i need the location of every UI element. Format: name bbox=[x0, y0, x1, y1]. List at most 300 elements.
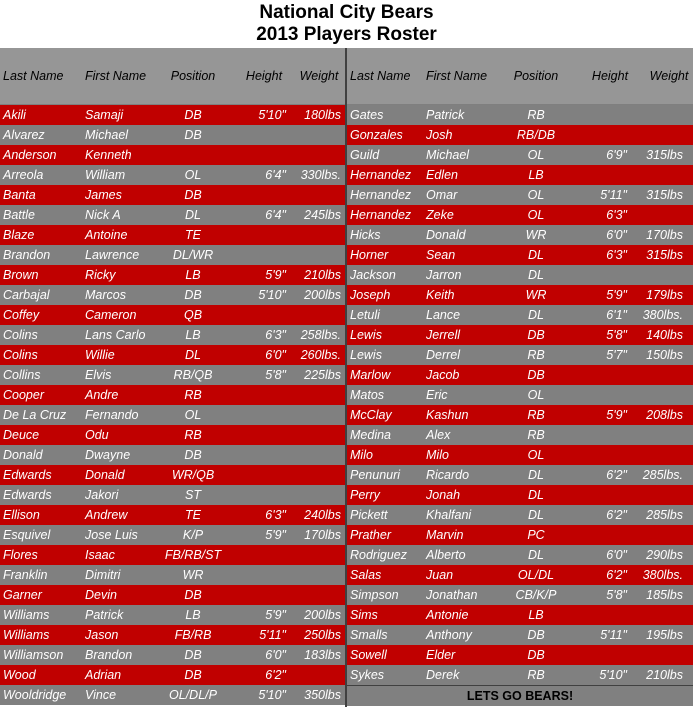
height-cell: 6'0" bbox=[606, 228, 627, 242]
weight-cell: 245lbs bbox=[304, 208, 341, 222]
player-row bbox=[347, 185, 693, 205]
player-row bbox=[347, 205, 693, 225]
first-name-cell: Lans Carlo bbox=[85, 328, 146, 342]
last-name-cell: Collins bbox=[3, 368, 41, 382]
last-name-cell: Salas bbox=[350, 568, 382, 582]
last-name-cell: Hernandez bbox=[350, 208, 412, 222]
position-cell: OL bbox=[527, 148, 545, 162]
last-name-cell: Anderson bbox=[3, 148, 57, 162]
header-position: Position bbox=[513, 69, 559, 83]
height-cell: 5'10" bbox=[258, 688, 286, 702]
first-name-cell: Dwayne bbox=[85, 448, 131, 462]
right-roster-body bbox=[347, 105, 693, 685]
weight-cell: 380lbs. bbox=[642, 568, 683, 582]
position-cell: DB bbox=[527, 628, 545, 642]
first-name-cell: Ricardo bbox=[426, 468, 470, 482]
position-cell: DL bbox=[528, 248, 544, 262]
left-roster-table bbox=[0, 48, 346, 705]
height-cell: 6'3" bbox=[606, 208, 627, 222]
player-row bbox=[347, 345, 693, 365]
player-row bbox=[0, 465, 346, 485]
weight-cell: 210lbs bbox=[646, 668, 683, 682]
player-row bbox=[0, 205, 346, 225]
position-cell: ST bbox=[185, 488, 201, 502]
position-cell: LB bbox=[528, 168, 544, 182]
player-row bbox=[0, 545, 346, 565]
weight-cell: 179lbs bbox=[646, 288, 683, 302]
player-row bbox=[0, 645, 346, 665]
first-name-cell: Kashun bbox=[426, 408, 469, 422]
weight-cell: 315lbs bbox=[646, 148, 683, 162]
position-cell: DB bbox=[184, 288, 202, 302]
last-name-cell: Simpson bbox=[350, 588, 399, 602]
position-cell: DB bbox=[184, 188, 202, 202]
last-name-cell: Matos bbox=[350, 388, 385, 402]
height-cell: 5'11" bbox=[259, 628, 286, 642]
height-cell: 5'10" bbox=[258, 108, 286, 122]
position-cell: DB bbox=[527, 328, 545, 342]
roster-title bbox=[0, 0, 693, 49]
weight-cell: 183lbs bbox=[304, 648, 341, 662]
player-row bbox=[347, 445, 693, 465]
height-cell: 5'8" bbox=[606, 328, 627, 342]
weight-cell: 170lbs bbox=[646, 228, 683, 242]
first-name-cell: Jarron bbox=[426, 268, 462, 282]
last-name-cell: Williams bbox=[3, 628, 50, 642]
height-cell: 6'4" bbox=[265, 168, 286, 182]
last-name-cell: Letuli bbox=[350, 308, 380, 322]
first-name-cell: Khalfani bbox=[426, 508, 472, 522]
position-cell: RB/QB bbox=[173, 368, 213, 382]
height-cell: 6'3" bbox=[606, 248, 627, 262]
last-name-cell: Sims bbox=[350, 608, 378, 622]
first-name-cell: Adrian bbox=[85, 668, 122, 682]
height-cell: 6'2" bbox=[606, 468, 627, 482]
player-row bbox=[0, 425, 346, 445]
player-row bbox=[0, 405, 346, 425]
last-name-cell: Williams bbox=[3, 608, 50, 622]
weight-cell: 150lbs bbox=[646, 348, 683, 362]
position-cell: OL/DL/P bbox=[169, 688, 217, 702]
weight-cell: 350lbs bbox=[304, 688, 341, 702]
player-row bbox=[0, 265, 346, 285]
weight-cell: 200lbs bbox=[304, 608, 341, 622]
first-name-cell: Alex bbox=[426, 428, 451, 442]
position-cell: DL bbox=[528, 548, 544, 562]
position-cell: RB bbox=[527, 408, 545, 422]
first-name-cell: Kenneth bbox=[85, 148, 132, 162]
position-cell: DL bbox=[528, 308, 544, 322]
first-name-cell: Lance bbox=[426, 308, 461, 322]
position-cell: DB bbox=[527, 368, 545, 382]
player-row bbox=[347, 125, 693, 145]
weight-cell: 208lbs bbox=[646, 408, 683, 422]
player-row bbox=[347, 465, 693, 485]
player-row bbox=[347, 425, 693, 445]
player-row bbox=[0, 385, 346, 405]
last-name-cell: Hernandez bbox=[350, 168, 412, 182]
height-cell: 6'9" bbox=[606, 148, 627, 162]
first-name-cell: Vince bbox=[85, 688, 117, 702]
first-name-cell: Sean bbox=[426, 248, 456, 262]
last-name-cell: Cooper bbox=[3, 388, 44, 402]
first-name-cell: Antoine bbox=[85, 228, 128, 242]
position-cell: WR bbox=[182, 568, 204, 582]
first-name-cell: Jose Luis bbox=[85, 528, 138, 542]
first-name-cell: Jerrell bbox=[426, 328, 461, 342]
player-row bbox=[347, 525, 693, 545]
first-name-cell: Edlen bbox=[426, 168, 458, 182]
first-name-cell: Marvin bbox=[426, 528, 464, 542]
player-row bbox=[347, 365, 693, 385]
last-name-cell: Sykes bbox=[350, 668, 385, 682]
position-cell: RB/DB bbox=[516, 128, 556, 142]
last-name-cell: Milo bbox=[350, 448, 373, 462]
last-name-cell: Donald bbox=[3, 448, 43, 462]
position-cell: K/P bbox=[182, 528, 204, 542]
last-name-cell: Gonzales bbox=[350, 128, 403, 142]
height-cell: 5'9" bbox=[265, 608, 286, 622]
first-name-cell: Jacob bbox=[426, 368, 460, 382]
last-name-cell: Esquivel bbox=[3, 528, 51, 542]
height-cell: 6'3" bbox=[265, 508, 286, 522]
weight-cell: 330lbs. bbox=[300, 168, 341, 182]
first-name-cell: Patrick bbox=[85, 608, 124, 622]
last-name-cell: Rodriguez bbox=[350, 548, 407, 562]
player-row bbox=[0, 505, 346, 525]
position-cell: DL bbox=[528, 468, 544, 482]
last-name-cell: Prather bbox=[350, 528, 391, 542]
last-name-cell: Carbajal bbox=[3, 288, 50, 302]
player-row bbox=[0, 325, 346, 345]
position-cell: DB bbox=[184, 668, 202, 682]
height-cell: 5'9" bbox=[606, 288, 627, 302]
last-name-cell: Brown bbox=[3, 268, 39, 282]
position-cell: DB bbox=[184, 448, 202, 462]
last-name-cell: Deuce bbox=[3, 428, 40, 442]
height-cell: 6'1" bbox=[606, 308, 627, 322]
first-name-cell: Milo bbox=[426, 448, 449, 462]
height-cell: 5'8" bbox=[265, 368, 286, 382]
first-name-cell: Derek bbox=[426, 668, 460, 682]
player-row bbox=[0, 605, 346, 625]
first-name-cell: Juan bbox=[426, 568, 454, 582]
position-cell: FB/RB bbox=[174, 628, 212, 642]
last-name-cell: Edwards bbox=[3, 468, 52, 482]
player-row bbox=[347, 605, 693, 625]
first-name-cell: Lawrence bbox=[85, 248, 140, 262]
last-name-cell: Horner bbox=[350, 248, 389, 262]
position-cell: LB bbox=[185, 608, 201, 622]
weight-cell: 200lbs bbox=[304, 288, 341, 302]
player-row bbox=[0, 625, 346, 645]
team-name: National City Bears bbox=[259, 2, 434, 23]
first-name-cell: Derrel bbox=[426, 348, 461, 362]
header-first-name: First Name bbox=[426, 69, 488, 83]
header-weight: Weight bbox=[299, 69, 339, 83]
weight-cell: 185lbs bbox=[646, 588, 683, 602]
position-cell: LB bbox=[185, 268, 201, 282]
weight-cell: 140lbs bbox=[646, 328, 683, 342]
last-name-cell: Lewis bbox=[350, 328, 382, 342]
player-row bbox=[347, 145, 693, 165]
player-row bbox=[347, 225, 693, 245]
weight-cell: 240lbs bbox=[304, 508, 341, 522]
last-name-cell: Lewis bbox=[350, 348, 382, 362]
height-cell: 6'0" bbox=[606, 548, 627, 562]
last-name-cell: Guild bbox=[350, 148, 380, 162]
first-name-cell: Elder bbox=[426, 648, 456, 662]
weight-cell: 380lbs. bbox=[642, 308, 683, 322]
player-row bbox=[0, 305, 346, 325]
first-name-cell: Cameron bbox=[85, 308, 137, 322]
weight-cell: 315lbs bbox=[646, 248, 683, 262]
height-cell: 6'3" bbox=[265, 328, 286, 342]
player-row bbox=[347, 165, 693, 185]
first-name-cell: Jonah bbox=[426, 488, 461, 502]
height-cell: 5'11" bbox=[600, 628, 627, 642]
last-name-cell: Joseph bbox=[350, 288, 391, 302]
weight-cell: 285lbs bbox=[646, 508, 683, 522]
first-name-cell: Nick A bbox=[85, 208, 121, 222]
position-cell: RB bbox=[527, 428, 545, 442]
position-cell: TE bbox=[185, 508, 201, 522]
player-row bbox=[0, 105, 346, 125]
player-row bbox=[347, 505, 693, 525]
left-header-row bbox=[0, 48, 346, 105]
position-cell: DB bbox=[184, 108, 202, 122]
last-name-cell: Arreola bbox=[3, 168, 44, 182]
position-cell: OL bbox=[184, 168, 202, 182]
last-name-cell: Williamson bbox=[3, 648, 64, 662]
last-name-cell: Hicks bbox=[350, 228, 381, 242]
position-cell: DL bbox=[185, 208, 201, 222]
player-row bbox=[347, 325, 693, 345]
player-row bbox=[0, 665, 346, 685]
height-cell: 5'10" bbox=[599, 668, 627, 682]
position-cell: DL bbox=[528, 268, 544, 282]
first-name-cell: Donald bbox=[85, 468, 125, 482]
last-name-cell: Wood bbox=[3, 668, 36, 682]
first-name-cell: Samaji bbox=[85, 108, 124, 122]
last-name-cell: Blaze bbox=[3, 228, 35, 242]
player-row bbox=[347, 645, 693, 665]
player-row bbox=[347, 265, 693, 285]
first-name-cell: Isaac bbox=[85, 548, 115, 562]
footer-slogan: LETS GO BEARS! bbox=[347, 685, 693, 706]
player-row bbox=[0, 345, 346, 365]
weight-cell: 290lbs bbox=[646, 548, 683, 562]
height-cell: 5'9" bbox=[265, 528, 286, 542]
weight-cell: 260lbs. bbox=[300, 348, 341, 362]
player-row bbox=[347, 485, 693, 505]
position-cell: WR bbox=[525, 228, 547, 242]
height-cell: 5'8" bbox=[606, 588, 627, 602]
last-name-cell: Medina bbox=[350, 428, 391, 442]
last-name-cell: Battle bbox=[3, 208, 35, 222]
position-cell: LB bbox=[185, 328, 201, 342]
first-name-cell: Jonathan bbox=[426, 588, 478, 602]
first-name-cell: Antonie bbox=[426, 608, 469, 622]
player-row bbox=[347, 245, 693, 265]
last-name-cell: McClay bbox=[350, 408, 392, 422]
first-name-cell: Andrew bbox=[85, 508, 128, 522]
height-cell: 6'0" bbox=[265, 648, 286, 662]
first-name-cell: Alberto bbox=[426, 548, 466, 562]
position-cell: WR bbox=[525, 288, 547, 302]
player-row bbox=[0, 445, 346, 465]
first-name-cell: Michael bbox=[85, 128, 129, 142]
first-name-cell: Jakori bbox=[85, 488, 119, 502]
last-name-cell: Marlow bbox=[350, 368, 391, 382]
first-name-cell: Dimitri bbox=[85, 568, 121, 582]
position-cell: OL bbox=[527, 208, 545, 222]
player-row bbox=[347, 585, 693, 605]
player-row bbox=[0, 165, 346, 185]
player-row bbox=[347, 625, 693, 645]
first-name-cell: Elvis bbox=[85, 368, 112, 382]
first-name-cell: James bbox=[85, 188, 122, 202]
position-cell: OL/DL bbox=[517, 568, 555, 582]
player-row bbox=[0, 145, 346, 165]
last-name-cell: Smalls bbox=[350, 628, 388, 642]
first-name-cell: Devin bbox=[85, 588, 117, 602]
position-cell: DB bbox=[184, 648, 202, 662]
last-name-cell: Ellison bbox=[3, 508, 40, 522]
player-row bbox=[0, 245, 346, 265]
last-name-cell: Alvarez bbox=[3, 128, 45, 142]
position-cell: FB/RB/ST bbox=[164, 548, 222, 562]
first-name-cell: Zeke bbox=[426, 208, 454, 222]
last-name-cell: Franklin bbox=[3, 568, 48, 582]
position-cell: OL bbox=[527, 388, 545, 402]
left-roster-body bbox=[0, 105, 346, 705]
height-cell: 6'2" bbox=[606, 508, 627, 522]
player-row bbox=[0, 365, 346, 385]
position-cell: RB bbox=[184, 428, 202, 442]
position-cell: CB/K/P bbox=[515, 588, 557, 602]
position-cell: DB bbox=[184, 588, 202, 602]
last-name-cell: Flores bbox=[3, 548, 38, 562]
position-cell: OL bbox=[527, 188, 545, 202]
position-cell: DL bbox=[528, 488, 544, 502]
weight-cell: 170lbs bbox=[304, 528, 341, 542]
header-first-name: First Name bbox=[85, 69, 147, 83]
first-name-cell: Willie bbox=[85, 348, 115, 362]
last-name-cell: De La Cruz bbox=[3, 408, 67, 422]
player-row bbox=[347, 665, 693, 685]
weight-cell: 225lbs bbox=[304, 368, 341, 382]
last-name-cell: Edwards bbox=[3, 488, 52, 502]
first-name-cell: Ricky bbox=[85, 268, 116, 282]
player-row bbox=[0, 585, 346, 605]
player-row bbox=[0, 525, 346, 545]
position-cell: DL bbox=[528, 508, 544, 522]
player-row bbox=[0, 125, 346, 145]
position-cell: PC bbox=[527, 528, 545, 542]
height-cell: 5'9" bbox=[606, 408, 627, 422]
player-row bbox=[0, 685, 346, 705]
last-name-cell: Banta bbox=[3, 188, 36, 202]
player-row bbox=[347, 105, 693, 125]
last-name-cell: Wooldridge bbox=[3, 688, 67, 702]
position-cell: DB bbox=[184, 128, 202, 142]
first-name-cell: Omar bbox=[426, 188, 458, 202]
first-name-cell: Keith bbox=[426, 288, 455, 302]
position-cell: RB bbox=[527, 668, 545, 682]
last-name-cell: Pickett bbox=[350, 508, 388, 522]
first-name-cell: Brandon bbox=[85, 648, 133, 662]
header-last-name: Last Name bbox=[3, 69, 64, 83]
player-row bbox=[0, 485, 346, 505]
player-row bbox=[0, 565, 346, 585]
weight-cell: 258lbs. bbox=[300, 328, 341, 342]
player-row bbox=[0, 185, 346, 205]
last-name-cell: Gates bbox=[350, 108, 384, 122]
player-row bbox=[347, 385, 693, 405]
last-name-cell: Hernandez bbox=[350, 188, 412, 202]
position-cell: WR/QB bbox=[171, 468, 215, 482]
last-name-cell: Sowell bbox=[350, 648, 387, 662]
player-row bbox=[347, 285, 693, 305]
height-cell: 5'7" bbox=[606, 348, 627, 362]
position-cell: DL bbox=[185, 348, 201, 362]
height-cell: 6'0" bbox=[265, 348, 286, 362]
header-height: Height bbox=[591, 69, 629, 83]
last-name-cell: Perry bbox=[350, 488, 380, 502]
first-name-cell: Odu bbox=[85, 428, 109, 442]
position-cell: RB bbox=[527, 108, 545, 122]
last-name-cell: Colins bbox=[3, 348, 38, 362]
height-cell: 5'9" bbox=[265, 268, 286, 282]
weight-cell: 315lbs bbox=[646, 188, 683, 202]
player-row bbox=[347, 305, 693, 325]
player-row bbox=[0, 285, 346, 305]
header-last-name: Last Name bbox=[350, 69, 411, 83]
position-cell: OL bbox=[527, 448, 545, 462]
height-cell: 6'2" bbox=[606, 568, 627, 582]
right-header-row bbox=[347, 48, 693, 105]
header-weight: Weight bbox=[649, 69, 689, 83]
player-row bbox=[347, 545, 693, 565]
first-name-cell: Patrick bbox=[426, 108, 465, 122]
position-cell: DB bbox=[527, 648, 545, 662]
roster-year: 2013 Players Roster bbox=[256, 24, 437, 45]
weight-cell: 195lbs bbox=[646, 628, 683, 642]
header-position: Position bbox=[170, 69, 216, 83]
first-name-cell: Donald bbox=[426, 228, 466, 242]
height-cell: 6'2" bbox=[265, 668, 286, 682]
first-name-cell: Fernando bbox=[85, 408, 139, 422]
first-name-cell: Josh bbox=[426, 128, 453, 142]
player-row bbox=[347, 405, 693, 425]
last-name-cell: Coffey bbox=[3, 308, 40, 322]
last-name-cell: Penunuri bbox=[350, 468, 401, 482]
position-cell: OL bbox=[184, 408, 202, 422]
position-cell: TE bbox=[185, 228, 201, 242]
weight-cell: 250lbs bbox=[304, 628, 341, 642]
height-cell: 5'11" bbox=[600, 188, 627, 202]
position-cell: RB bbox=[184, 388, 202, 402]
player-row bbox=[0, 225, 346, 245]
last-name-cell: Brandon bbox=[3, 248, 51, 262]
weight-cell: 210lbs bbox=[304, 268, 341, 282]
position-cell: RB bbox=[527, 348, 545, 362]
height-cell: 5'10" bbox=[258, 288, 286, 302]
first-name-cell: Eric bbox=[426, 388, 448, 402]
first-name-cell: Michael bbox=[426, 148, 470, 162]
first-name-cell: William bbox=[85, 168, 126, 182]
